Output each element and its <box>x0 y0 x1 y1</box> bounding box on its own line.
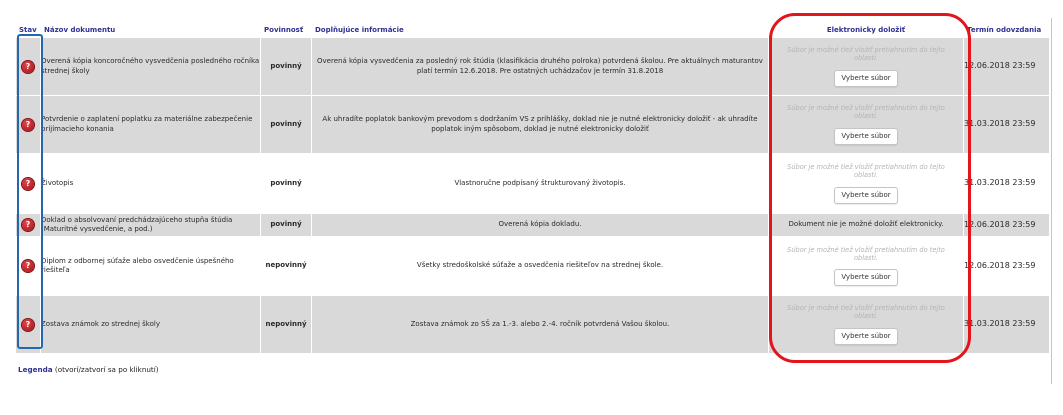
additional-info: Zostava známok zo SŠ za 1.-3. alebo 2.-4. ročník potvrdená Vašou školou. <box>312 296 768 353</box>
deadline: 12.06.2018 23:59 <box>964 214 1049 236</box>
dropzone-hint: Súbor je možné tiež vložiť pretiahnutím do tejto oblasti. <box>787 104 945 121</box>
deadline: 12.06.2018 23:59 <box>964 237 1049 295</box>
choose-file-button[interactable]: Vyberte súbor <box>834 328 897 345</box>
additional-info: Ak uhradíte poplatok bankovým prevodom s dodržaním VS z prihlášky, doklad nie je nutné elektronicky doložiť - ak uhradíte poplatok iným spôsobom, doklad je nutné elektronicky doložiť <box>312 96 768 153</box>
header-status: Stav <box>16 25 40 37</box>
status-cell <box>16 296 40 353</box>
status-cell <box>16 237 40 295</box>
status-cell <box>16 96 40 153</box>
question-icon: ? <box>22 178 34 190</box>
additional-info: Overená kópia vysvedčenia za posledný rok štúdia (klasifikácia druhého polroka) potvrdená školou. Pre aktuálnych maturantov platí termín 12.6.2018. Pre ostatných uchádzačov je termín 31.8.2018 <box>312 38 768 95</box>
header-upload: Elektronicky doložiť <box>769 25 963 37</box>
document-name: Doklad o absolvovaní predchádzajúceho stupňa štúdia (Maturitné vysvedčenie, a pod.) <box>41 214 260 236</box>
deadline: 31.03.2018 23:59 <box>964 296 1049 353</box>
table-row <box>16 96 1049 153</box>
table-row <box>16 237 1049 295</box>
additional-info: Overená kópia dokladu. <box>312 214 768 236</box>
document-name: Zostava známok zo strednej školy <box>41 296 260 353</box>
table-row <box>16 296 1049 353</box>
deadline: 12.06.2018 23:59 <box>964 38 1049 95</box>
additional-info: Vlastnoručne podpísaný štrukturovaný životopis. <box>312 154 768 213</box>
deadline: 31.03.2018 23:59 <box>964 96 1049 153</box>
legend <box>18 365 159 374</box>
choose-file-button[interactable]: Vyberte súbor <box>834 70 897 87</box>
table-row <box>16 154 1049 213</box>
header-obligation: Povinnosť <box>261 25 311 37</box>
obligation-label: povinný <box>261 154 311 213</box>
dropzone-hint: Súbor je možné tiež vložiť pretiahnutím do tejto oblasti. <box>787 46 945 63</box>
document-name: Životopis <box>41 154 260 213</box>
choose-file-button[interactable]: Vyberte súbor <box>834 128 897 145</box>
upload-unavailable <box>769 214 963 236</box>
upload-dropzone[interactable] <box>769 38 963 95</box>
table-row <box>16 38 1049 95</box>
dropzone-hint: Súbor je možné tiež vložiť pretiahnutím do tejto oblasti. <box>787 304 945 321</box>
status-cell <box>16 154 40 213</box>
upload-dropzone[interactable] <box>769 237 963 295</box>
choose-file-button[interactable]: Vyberte súbor <box>834 187 897 204</box>
upload-dropzone[interactable] <box>769 96 963 153</box>
upload-dropzone[interactable] <box>769 154 963 213</box>
upload-dropzone[interactable] <box>769 296 963 353</box>
table-header-row <box>16 25 1049 37</box>
choose-file-button[interactable]: Vyberte súbor <box>834 269 897 286</box>
table-row <box>16 214 1049 236</box>
documents-table <box>15 24 1050 354</box>
obligation-label: povinný <box>261 96 311 153</box>
status-cell <box>16 214 40 236</box>
dropzone-hint: Súbor je možné tiež vložiť pretiahnutím do tejto oblasti. <box>787 245 945 262</box>
additional-info: Všetky stredoškolské súťaže a osvedčenia riešiteľov na strednej škole. <box>312 237 768 295</box>
document-name: Overená kópia koncoročného vysvedčenia posledného ročníka strednej školy <box>41 38 260 95</box>
header-additional-info: Doplňujúce informácie <box>312 25 768 37</box>
legend-note: (otvorí/zatvorí sa po kliknutí) <box>54 365 159 374</box>
dropzone-hint: Súbor je možné tiež vložiť pretiahnutím do tejto oblasti. <box>787 163 945 180</box>
document-name: Potvrdenie o zaplatení poplatku za materiálne zabezpečenie prijímacieho konania <box>41 96 260 153</box>
obligation-label: nepovinný <box>261 296 311 353</box>
deadline: 31.03.2018 23:59 <box>964 154 1049 213</box>
status-cell <box>16 38 40 95</box>
legend-toggle-link[interactable]: Legenda <box>18 365 53 374</box>
header-document-name: Názov dokumentu <box>41 25 260 37</box>
obligation-label: povinný <box>261 214 311 236</box>
question-icon: ? <box>22 61 34 73</box>
question-icon: ? <box>22 219 34 231</box>
document-name: Diplom z odbornej súťaže alebo osvedčenie úspešného riešiteľa <box>41 237 260 295</box>
question-icon: ? <box>22 319 34 331</box>
header-deadline: Termín odovzdania <box>964 25 1049 37</box>
question-icon: ? <box>22 119 34 131</box>
upload-unavailable-text: Dokument nie je možné doložiť elektronicky. <box>788 220 944 229</box>
obligation-label: nepovinný <box>261 237 311 295</box>
question-icon: ? <box>22 260 34 272</box>
obligation-label: povinný <box>261 38 311 95</box>
